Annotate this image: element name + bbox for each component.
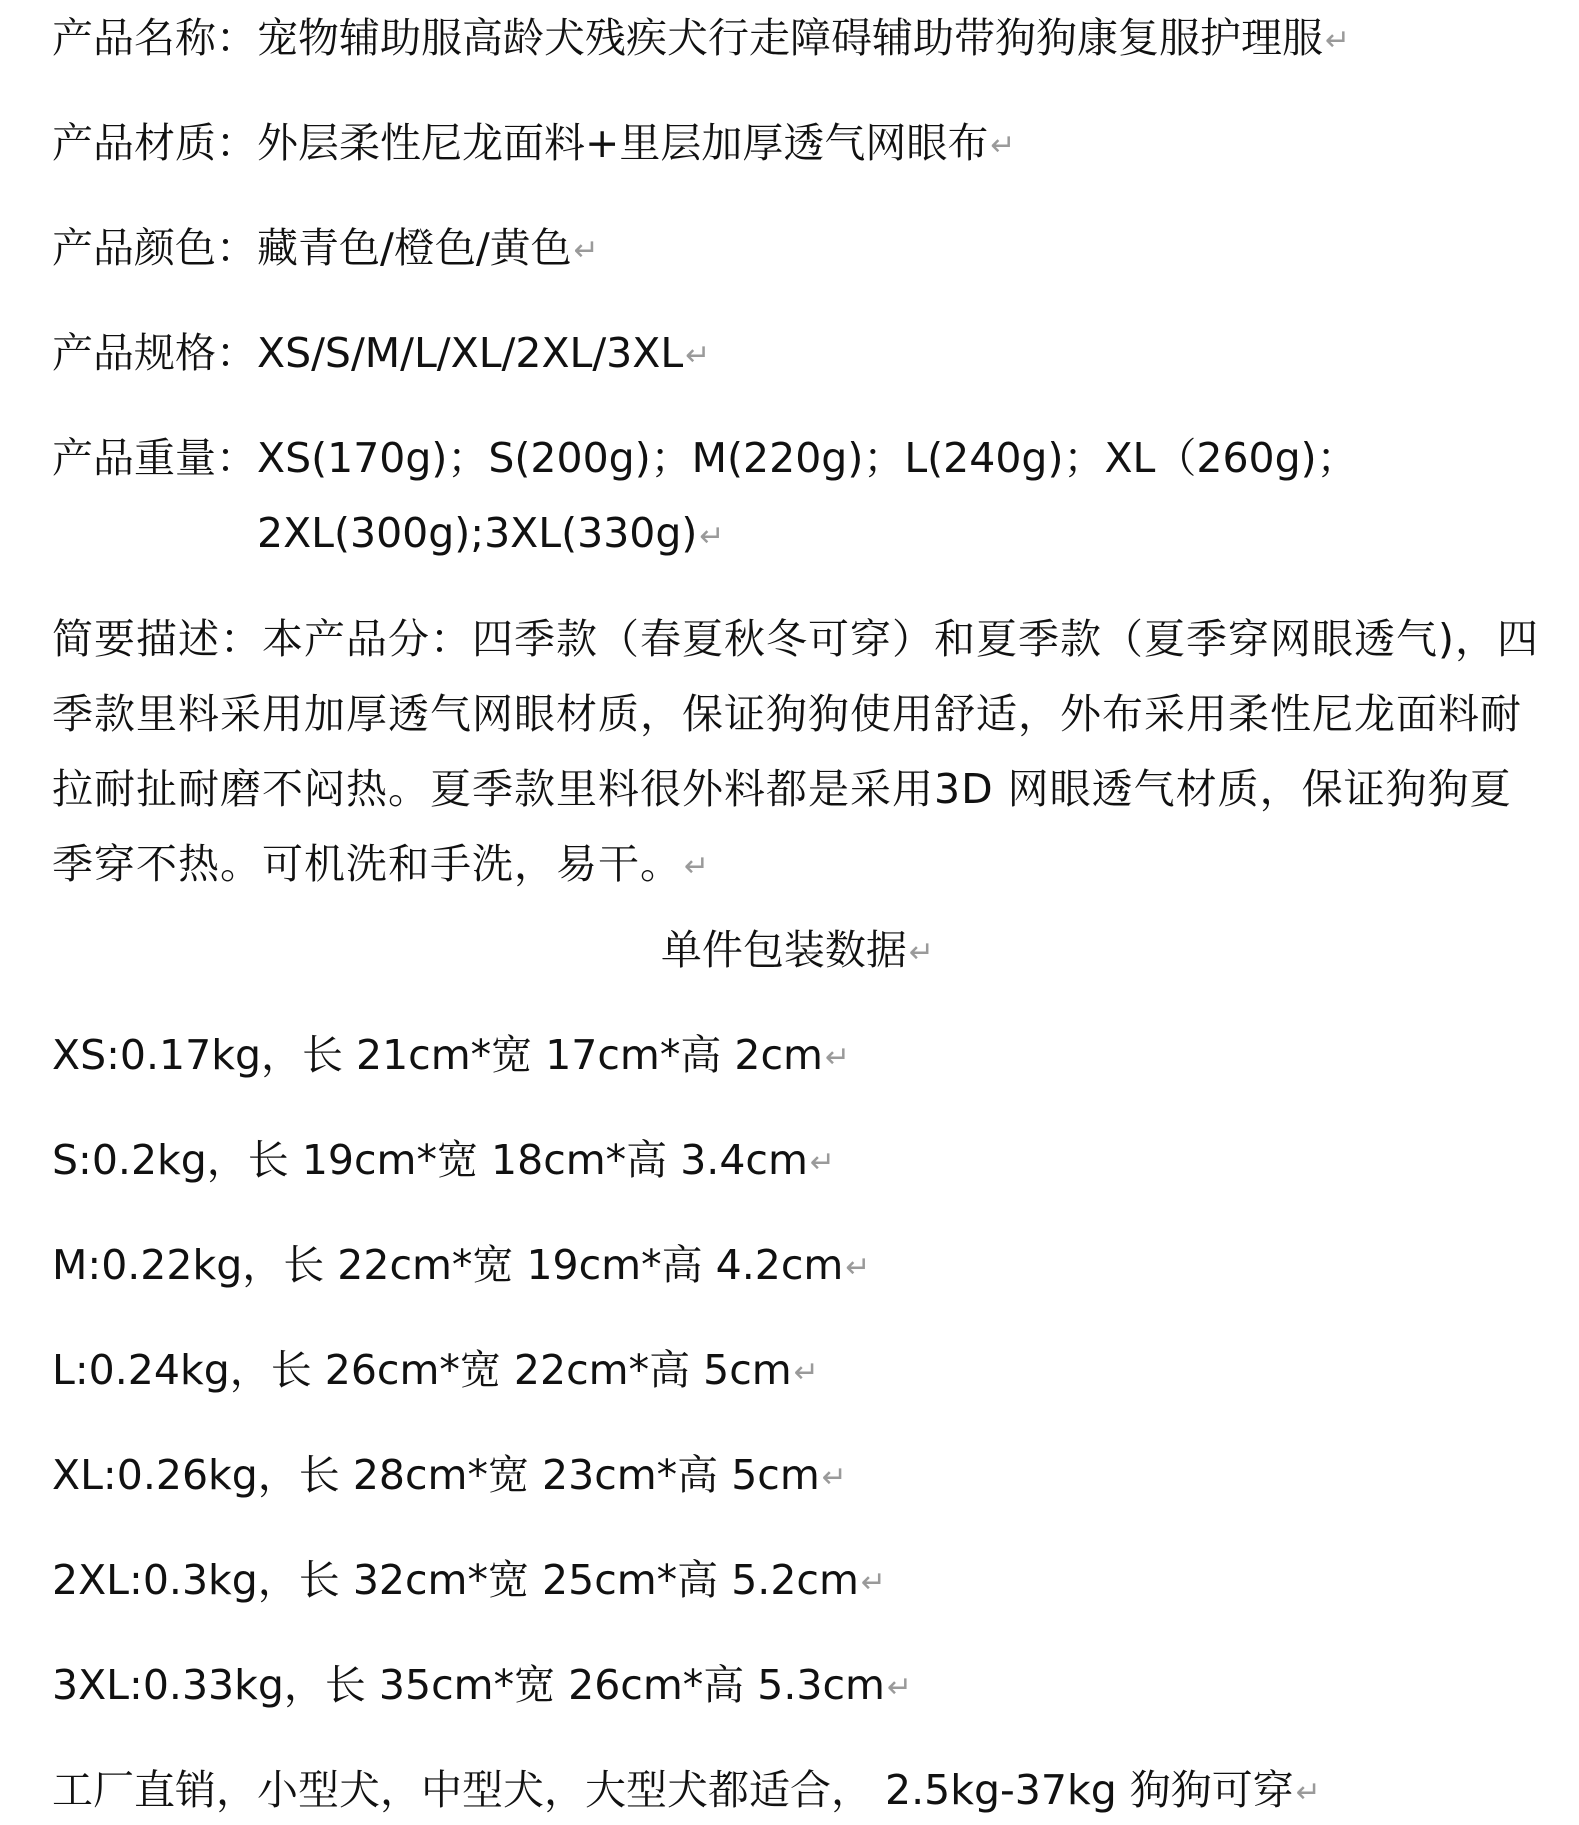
paragraph-mark-icon: ↵ xyxy=(809,1145,836,1180)
footer-line: 工厂直销，小型犬，中型犬，大型犬都适合， 2.5kg-37kg 狗狗可穿↵ xyxy=(52,1766,1321,1814)
paragraph-mark-icon: ↵ xyxy=(886,1670,913,1705)
description-label: 简要描述： xyxy=(52,614,262,663)
paragraph-mark-icon: ↵ xyxy=(573,233,599,268)
field-value: XS(170g)；S(200g)；M(220g)；L(240g)；XL（260g)；2XL(300g);3XL(330g)↵ xyxy=(257,434,1358,557)
package-row-m: M:0.22kg，长 22cm*宽 19cm*高 4.2cm↵ xyxy=(52,1241,871,1289)
paragraph-mark-icon: ↵ xyxy=(845,1250,871,1285)
paragraph-mark-icon: ↵ xyxy=(1325,23,1351,58)
package-title: 单件包装数据↵ xyxy=(660,926,935,974)
paragraph-mark-icon: ↵ xyxy=(860,1565,887,1600)
field-label: 产品规格： xyxy=(52,329,257,377)
paragraph-mark-icon: ↵ xyxy=(908,935,935,970)
field-value: XS/S/M/L/XL/2XL/3XL↵ xyxy=(257,329,711,377)
paragraph-mark-icon: ↵ xyxy=(1295,1775,1321,1810)
paragraph-mark-icon: ↵ xyxy=(990,128,1016,163)
package-row-l: L:0.24kg，长 26cm*宽 22cm*高 5cm↵ xyxy=(52,1346,819,1394)
package-row-2xl: 2XL:0.3kg，长 32cm*宽 25cm*高 5.2cm↵ xyxy=(52,1556,887,1604)
paragraph-mark-icon: ↵ xyxy=(824,1040,851,1075)
description-paragraph xyxy=(52,602,1543,905)
paragraph-mark-icon: ↵ xyxy=(699,518,725,554)
paragraph-mark-icon: ↵ xyxy=(685,338,711,373)
description-text: 本产品分：四季款（春夏秋冬可穿）和夏季款（夏季穿网眼透气)，四季款里料采用加厚透气网眼材质，保证狗狗使用舒适，外布采用柔性尼龙面料耐拉耐扯耐磨不闷热。夏季款里料很外料都是采用3D 网眼透气材质，保证狗狗夏季穿不热。可机洗和手洗，易干。 xyxy=(52,614,1539,888)
paragraph-mark-icon: ↵ xyxy=(684,849,711,884)
field-label: 产品名称： xyxy=(52,14,257,62)
field-product-weight xyxy=(52,432,1543,574)
package-row-3xl: 3XL:0.33kg，长 35cm*宽 26cm*高 5.3cm↵ xyxy=(52,1661,913,1709)
package-row-xl: XL:0.26kg，长 28cm*宽 23cm*高 5cm↵ xyxy=(52,1451,847,1499)
field-value: 藏青色/橙色/黄色↵ xyxy=(257,224,599,272)
field-label: 产品材质： xyxy=(52,119,257,167)
field-value: 宠物辅助服高龄犬残疾犬行走障碍辅助带狗狗康复服护理服↵ xyxy=(257,14,1351,62)
paragraph-mark-icon: ↵ xyxy=(793,1355,819,1390)
field-product-color xyxy=(52,222,1543,277)
package-row-s: S:0.2kg，长 19cm*宽 18cm*高 3.4cm↵ xyxy=(52,1136,836,1184)
field-value: 外层柔性尼龙面料+里层加厚透气网眼布↵ xyxy=(257,119,1016,167)
field-label: 产品颜色： xyxy=(52,224,257,272)
field-label: 产品重量： xyxy=(52,434,257,482)
package-row-xs: XS:0.17kg，长 21cm*宽 17cm*高 2cm↵ xyxy=(52,1031,851,1079)
field-product-name xyxy=(52,12,1543,67)
field-product-material xyxy=(52,117,1543,172)
field-product-size xyxy=(52,327,1543,382)
paragraph-mark-icon: ↵ xyxy=(821,1460,847,1495)
